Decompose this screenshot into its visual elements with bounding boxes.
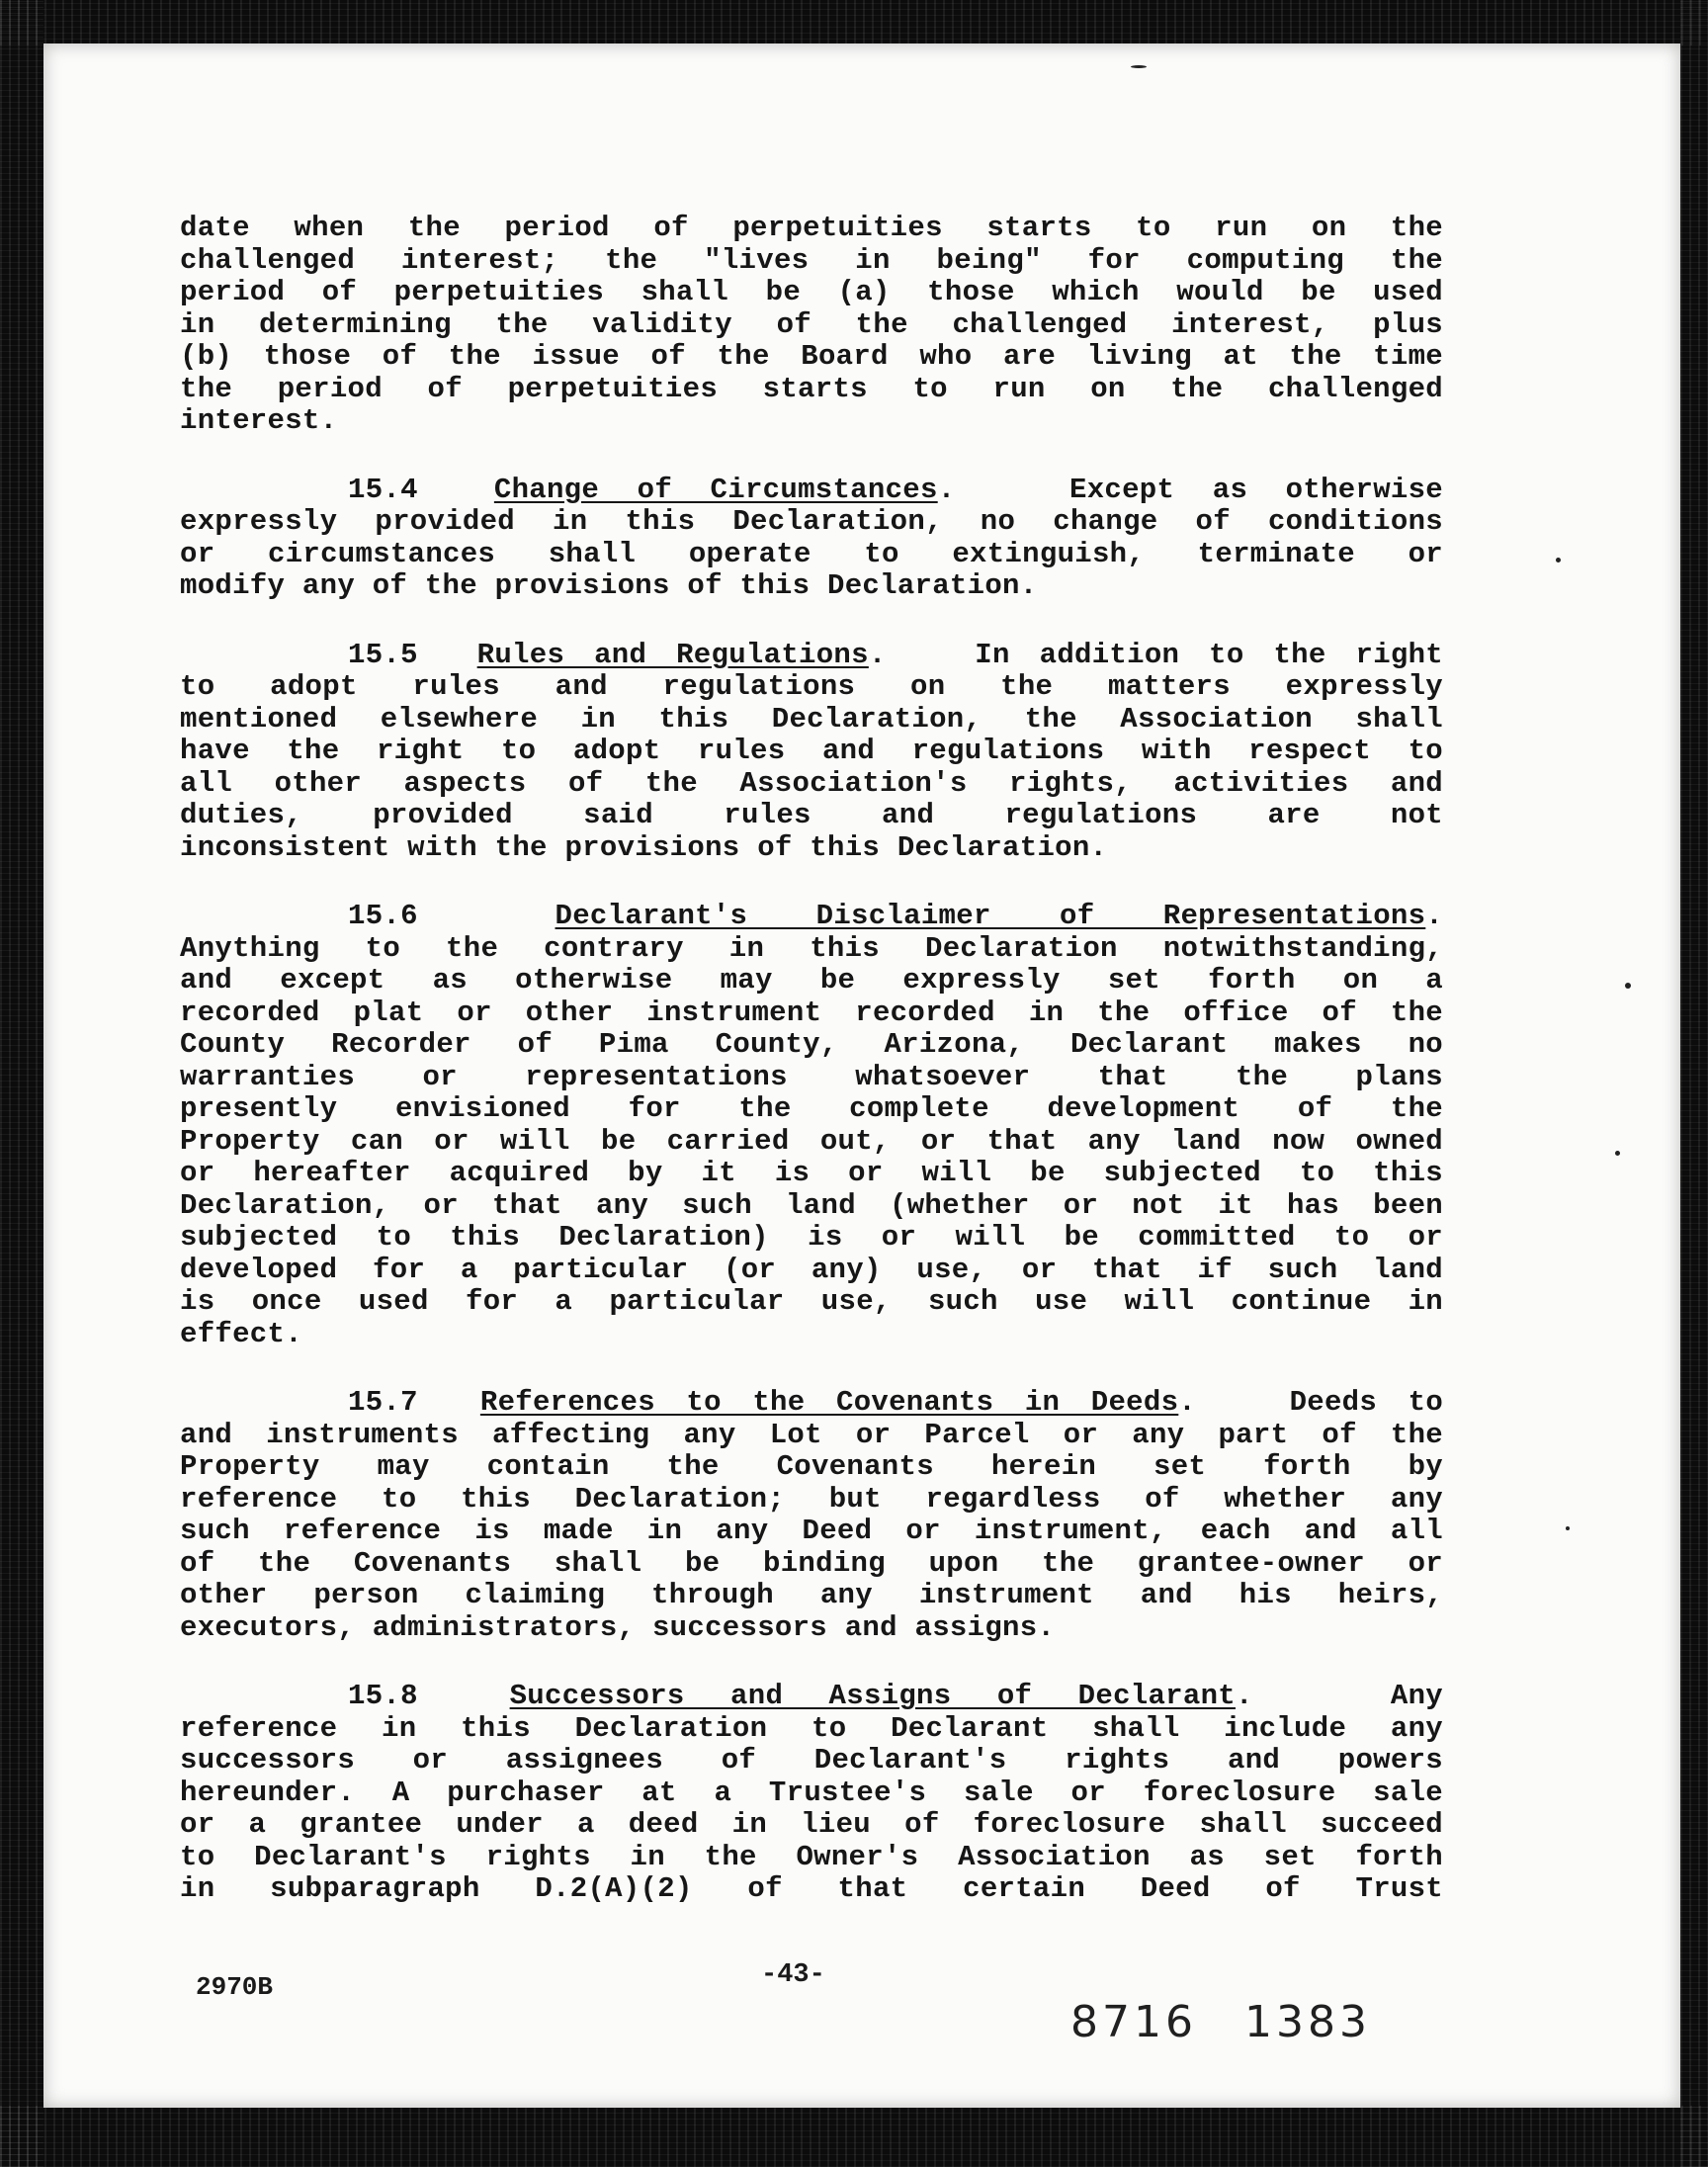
text-line: recorded plat or other instrument recorded in the office of the — [180, 996, 1443, 1029]
text-line: warranties or representations whatsoever that the plans — [180, 1060, 1443, 1093]
text-line: or hereafter acquired by it is or will be subjected to this — [180, 1157, 1443, 1189]
section-number: 15.7 — [348, 1386, 418, 1419]
text-line: presently envisioned for the complete development of the — [180, 1092, 1443, 1125]
text-line: Property can or will be carried out, or that any land now owned — [180, 1124, 1443, 1158]
text-line: County Recorder of Pima County, Arizona, Declarant makes no — [180, 1028, 1443, 1061]
section-first-line-text: In addition to the right — [975, 638, 1444, 671]
text-line: Anything to the contrary in this Declaration notwithstanding, — [180, 931, 1443, 965]
text-line: expressly provided in this Declaration, no change of conditions — [180, 505, 1443, 538]
text-line: challenged interest; the "lives in being" for computing the — [180, 243, 1443, 277]
section-first-line-text: Except as otherwise — [1069, 473, 1444, 506]
text-line: successors or assignees of Declarant's rights and powers — [180, 1744, 1443, 1777]
text-line: or circumstances shall operate to extinguish, terminate or — [180, 537, 1443, 570]
text-line: date when the period of perpetuities starts to run on the — [180, 212, 1443, 244]
section-first-line-text: Any — [1390, 1680, 1444, 1712]
text-line: (b) those of the issue of the Board who are living at the time — [180, 340, 1443, 373]
section-15-5 — [180, 640, 1443, 865]
section-heading: Change of Circumstances — [493, 473, 938, 506]
section-heading: References to the Covenants in Deeds — [479, 1386, 1179, 1419]
recording-docket: 8716 — [1070, 1997, 1197, 2047]
recording-page: 1383 — [1243, 1997, 1371, 2047]
section-heading: Successors and Assigns of Declarant — [509, 1680, 1236, 1712]
section-first-line-text: Deeds to — [1289, 1386, 1444, 1419]
scan-noise-left — [0, 0, 43, 2167]
section-first-line: 15.7 References to the Covenants in Deeds. Deeds to — [348, 1386, 1444, 1419]
text-line: in determining the validity of the challenged interest, plus — [180, 307, 1443, 341]
scan-speck — [1131, 65, 1147, 68]
text-line: mentioned elsewhere in this Declaration, the Association shall — [180, 702, 1443, 736]
text-line: have the right to adopt rules and regulations with respect to — [180, 735, 1443, 767]
scan-noise-right — [1680, 0, 1708, 2167]
text-line: duties, provided said rules and regulations are not — [180, 799, 1443, 831]
text-line: the period of perpetuities starts to run on the challenged — [180, 372, 1443, 405]
text-line: and instruments affecting any Lot or Parcel or any part of the — [180, 1418, 1443, 1451]
section-15-8 — [180, 1681, 1443, 1906]
scan-speck — [1566, 1526, 1570, 1530]
document-code: 2970B — [196, 1972, 274, 2002]
scan-speck — [1625, 983, 1631, 989]
scan-noise-top — [0, 0, 1708, 45]
text-line: to adopt rules and regulations on the matters expressly — [180, 670, 1443, 703]
text-line: all other aspects of the Association's rights, activities and — [180, 766, 1443, 800]
text-line: modify any of the provisions of this Declaration. — [180, 569, 1038, 602]
section-number: 15.8 — [348, 1680, 418, 1712]
text-line: or a grantee under a deed in lieu of foreclosure shall succeed — [180, 1808, 1443, 1841]
section-number: 15.4 — [348, 473, 418, 506]
section-15-7 — [180, 1387, 1443, 1644]
text-line: effect. — [180, 1317, 302, 1350]
scan-noise-bottom — [0, 2106, 1708, 2167]
scan-speck — [1615, 1151, 1620, 1156]
section-number: 15.6 — [348, 900, 418, 932]
text-line: other person claiming through any instrument and his heirs, — [180, 1579, 1443, 1611]
text-line: in subparagraph D.2(A)(2) of that certain Deed of Trust — [180, 1872, 1443, 1905]
text-line: reference to this Declaration; but regardless of whether any — [180, 1482, 1443, 1516]
text-line: developed for a particular (or any) use, or that if such land — [180, 1253, 1443, 1286]
scan-speck — [1556, 558, 1561, 563]
text-line: executors, administrators, successors and assigns. — [180, 1610, 1056, 1644]
text-line: period of perpetuities shall be (a) those which would be used — [180, 276, 1443, 308]
section-first-line: 15.6 Declarant's Disclaimer of Representations. — [348, 900, 1443, 932]
section-first-line: 15.8 Successors and Assigns of Declarant. Any — [348, 1680, 1444, 1712]
section-15-6 — [180, 901, 1443, 1350]
paragraph-continuation — [180, 213, 1443, 438]
text-line: and except as otherwise may be expressly set forth on a — [180, 964, 1443, 997]
text-line: such reference is made in any Deed or instrument, each and all — [180, 1515, 1443, 1547]
text-line: of the Covenants shall be binding upon the grantee-owner or — [180, 1546, 1443, 1580]
text-line: subjected to this Declaration) is or will be committed to or — [180, 1221, 1443, 1254]
text-line: to Declarant's rights in the Owner's Association as set forth — [180, 1840, 1443, 1873]
text-line: Property may contain the Covenants herein set forth by — [180, 1450, 1443, 1483]
section-first-line: 15.5 Rules and Regulations. In addition to the right — [348, 638, 1444, 671]
section-15-4 — [180, 475, 1443, 603]
text-line: inconsistent with the provisions of this Declaration. — [180, 830, 1108, 864]
text-line: interest. — [180, 404, 338, 437]
section-heading: Rules and Regulations — [476, 638, 869, 671]
document-body — [180, 213, 1443, 1943]
section-number: 15.5 — [348, 638, 418, 671]
section-first-line: 15.4 Change of Circumstances. Except as otherwise — [348, 473, 1444, 506]
page-number: -43- — [761, 1960, 825, 1990]
text-line: hereunder. A purchaser at a Trustee's sale or foreclosure sale — [180, 1776, 1443, 1809]
recording-stamp — [1070, 1997, 1371, 2047]
text-line: is once used for a particular use, such use will continue in — [180, 1285, 1443, 1318]
section-heading: Declarant's Disclaimer of Representations — [555, 900, 1426, 932]
text-line: Declaration, or that any such land (whether or not it has been — [180, 1188, 1443, 1222]
text-line: reference in this Declaration to Declarant shall include any — [180, 1711, 1443, 1745]
